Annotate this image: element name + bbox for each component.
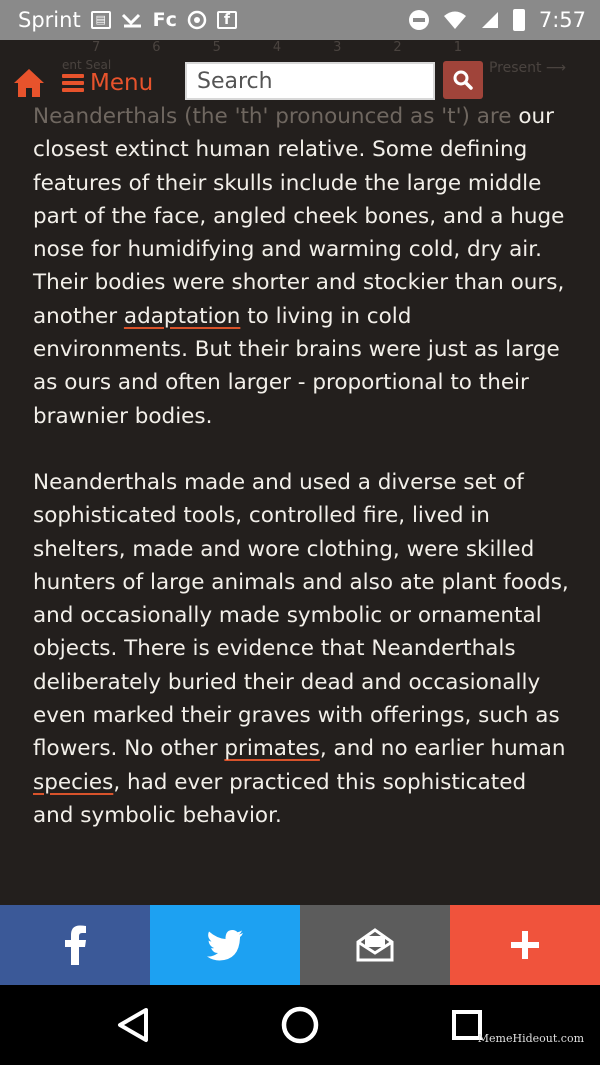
- search-button[interactable]: [443, 61, 483, 99]
- timeline-number: 7: [92, 40, 101, 55]
- paragraph-text: , had ever practiced this sophisticated and symbolic behavior.: [33, 769, 527, 828]
- article-paragraph: [33, 100, 573, 433]
- share-bar: [0, 905, 600, 985]
- battery-icon: [513, 9, 525, 31]
- home-icon: [12, 66, 46, 100]
- share-more-button[interactable]: [450, 905, 600, 985]
- clock: 7:57: [538, 8, 586, 32]
- link-species[interactable]: species: [33, 769, 114, 795]
- search-icon: [452, 69, 474, 91]
- paragraph-text: , and no earlier human: [319, 736, 566, 762]
- link-primates[interactable]: primates: [224, 736, 320, 762]
- share-email-button[interactable]: [300, 905, 450, 985]
- sync-icon: [187, 10, 207, 30]
- article-paragraph: [33, 466, 573, 832]
- message-notification-icon: ▤: [91, 11, 111, 29]
- status-bar: [0, 0, 600, 40]
- twitter-icon: [206, 929, 244, 961]
- back-icon[interactable]: [116, 1007, 150, 1043]
- do-not-disturb-icon: [409, 10, 429, 30]
- timeline-number: 4: [272, 40, 282, 55]
- carrier-name: Sprint: [18, 8, 81, 32]
- hamburger-icon: [62, 74, 84, 92]
- search-input[interactable]: [185, 62, 435, 100]
- fc-app-icon: Fc: [152, 9, 177, 31]
- article-body: [33, 100, 573, 865]
- facebook-icon: [62, 925, 88, 965]
- timeline-number: 1: [453, 40, 462, 55]
- home-button[interactable]: [12, 66, 46, 100]
- faded-line: Neanderthals (the 'th' pronounced as 't') are: [33, 104, 512, 129]
- plus-icon: [511, 931, 539, 959]
- timeline-right-label: Present ⟶: [488, 60, 566, 76]
- home-nav-icon[interactable]: [280, 1005, 320, 1045]
- timeline-number: 2: [393, 40, 402, 55]
- link-adaptation[interactable]: adaptation: [123, 303, 241, 329]
- paragraph-text: to living in cold environments. But their brains were just as large as ours and often larger - proportional to their brawnier bodies.: [33, 303, 560, 429]
- wifi-icon: [443, 10, 467, 30]
- timeline-left-label: ent Seal: [62, 58, 112, 72]
- email-icon: [355, 928, 395, 962]
- timeline-number: 5: [212, 40, 221, 55]
- paragraph-text: Neanderthals made and used a diverse set of sophisticated tools, controlled fire, lived in shelters, made and wore clothing, were skilled hunters of large animals and also ate plant foods, and occasionally made symbolic or ornamental objects. There is evidence that Neanderthals deliberately buried their dead and occasionally even marked their graves with offerings, such as flowers. No other: [33, 469, 569, 762]
- signal-icon: [481, 11, 499, 29]
- watermark: MemeHideout.com: [477, 1032, 584, 1045]
- android-nav-bar: [0, 985, 600, 1065]
- share-facebook-button[interactable]: [0, 905, 150, 985]
- menu-button[interactable]: [62, 68, 153, 98]
- facebook-notification-icon: f: [217, 11, 237, 29]
- menu-label: Menu: [90, 70, 154, 96]
- timeline-number: 6: [152, 40, 161, 55]
- paragraph-text: our closest extinct human relative. Some defining features of their skulls include the large middle part of the face, angled cheek bones, and a huge nose for humidifying and warming cold, dry air. Their bodies were shorter and stockier than ours, another: [33, 104, 565, 329]
- share-twitter-button[interactable]: [150, 905, 300, 985]
- missed-call-icon: [121, 11, 143, 29]
- timeline-number: 3: [333, 40, 342, 55]
